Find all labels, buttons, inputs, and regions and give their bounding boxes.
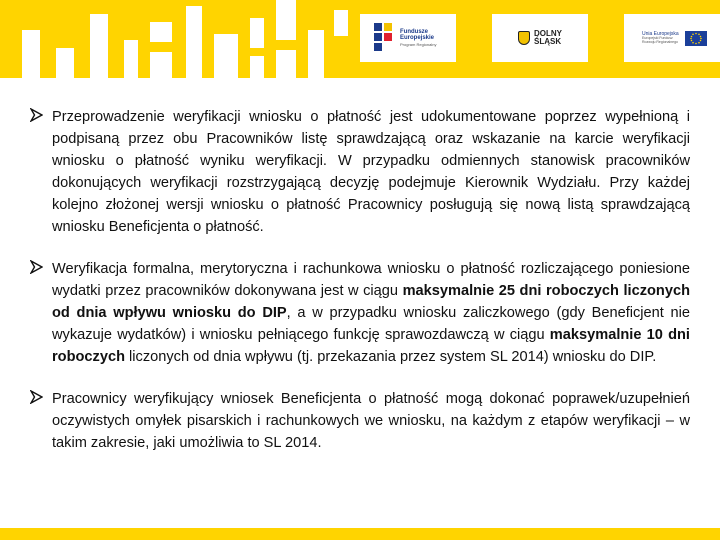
decor-block — [56, 48, 74, 78]
funds-logo — [360, 14, 456, 62]
decor-block — [22, 30, 40, 78]
decor-block — [90, 14, 108, 78]
decor-block — [250, 56, 264, 78]
decor-block — [250, 18, 264, 48]
decor-block — [214, 34, 238, 78]
eu-logo-line1: Unia Europejska — [642, 30, 679, 37]
bullet-list — [30, 106, 690, 474]
decor-block — [150, 22, 172, 42]
bullet-paragraph — [52, 258, 690, 368]
decor-block — [276, 0, 296, 40]
arrow-bullet-icon — [30, 108, 43, 122]
bullet-text: liczonych od dnia wpływu (tj. przekazania przez system SL 2014) wniosku do DIP. — [124, 349, 657, 365]
bullet-item — [30, 388, 690, 454]
bullet-text: , a w przypadku wniosku zaliczkowego (gdy Beneficjent nie wykazuje wydatków) i wniosku pełniącego funkcję sprawozdawczą w ciągu — [52, 305, 691, 343]
bullet-text: Weryfikacja formalna, merytoryczna i rachunkowa wniosku o płatność rozliczającego poniesione wydatki przez pracowników dokonywana jest w ciągu — [52, 261, 690, 299]
decor-block — [150, 52, 172, 78]
region-logo — [492, 14, 588, 62]
decor-block — [334, 10, 348, 36]
bullet-item — [30, 258, 690, 368]
eu-logo — [624, 14, 720, 62]
decor-block — [186, 6, 202, 78]
footer-bar — [0, 528, 720, 540]
decor-block — [276, 50, 296, 78]
eu-logo-line2: Europejski Fundusz — [642, 35, 673, 40]
decor-block — [308, 30, 324, 78]
region-logo-line1: DOLNY — [534, 29, 562, 39]
eagle-crest-icon — [518, 31, 530, 45]
bullet-text-bold: maksymalnie 25 dni roboczych liczonych od dnia wpływu wniosku do DIP — [52, 283, 690, 321]
funds-logo-icon — [374, 23, 396, 53]
bullet-text: Przeprowadzenie weryfikacji wniosku o płatność jest udokumentowane poprzez wypełnioną i podpisaną przez obu Pracowników listę sprawdzającą oraz wskazanie na karcie weryfikacji wniosku o płatność wyniku weryfikacji. W przypadku odmiennych stanowisk pracowników dokonujących weryfikacji rozstrzygającą decyzję podejmuje Kierownik Wydziału. Przy każdej kolejno złożonej wersji wniosku o płatność Pracownicy posługują się nową listą sprawdzającą wniosku Beneficjenta o płatność. — [52, 109, 690, 235]
region-logo-line2: ŚLĄSK — [534, 37, 562, 46]
bullet-item — [30, 106, 690, 238]
bullet-text: Pracownicy weryfikujący wniosek Beneficjenta o płatność mogą dokonać poprawek/uzupełnień oczywistych omyłek pisarskich i rachunkowych we wniosku, na każdym z etapów weryfikacji – w takim zakresie, jaki umożliwia to SL 2014. — [52, 391, 690, 451]
decor-block — [124, 40, 138, 78]
funds-logo-line1: Fundusze — [400, 29, 428, 35]
eu-flag-icon — [685, 31, 707, 46]
bullet-paragraph — [52, 388, 690, 454]
eu-logo-line3: Rozwoju Regionalnego — [642, 39, 678, 44]
bullet-paragraph — [52, 106, 690, 238]
arrow-bullet-icon — [30, 260, 43, 274]
arrow-bullet-icon — [30, 390, 43, 404]
header-banner — [0, 0, 720, 78]
funds-logo-line2: Europejskie — [400, 35, 435, 41]
funds-logo-line3: Program Regionalny — [400, 42, 437, 47]
bullet-text-bold: maksymalnie 10 dni roboczych — [52, 327, 690, 365]
